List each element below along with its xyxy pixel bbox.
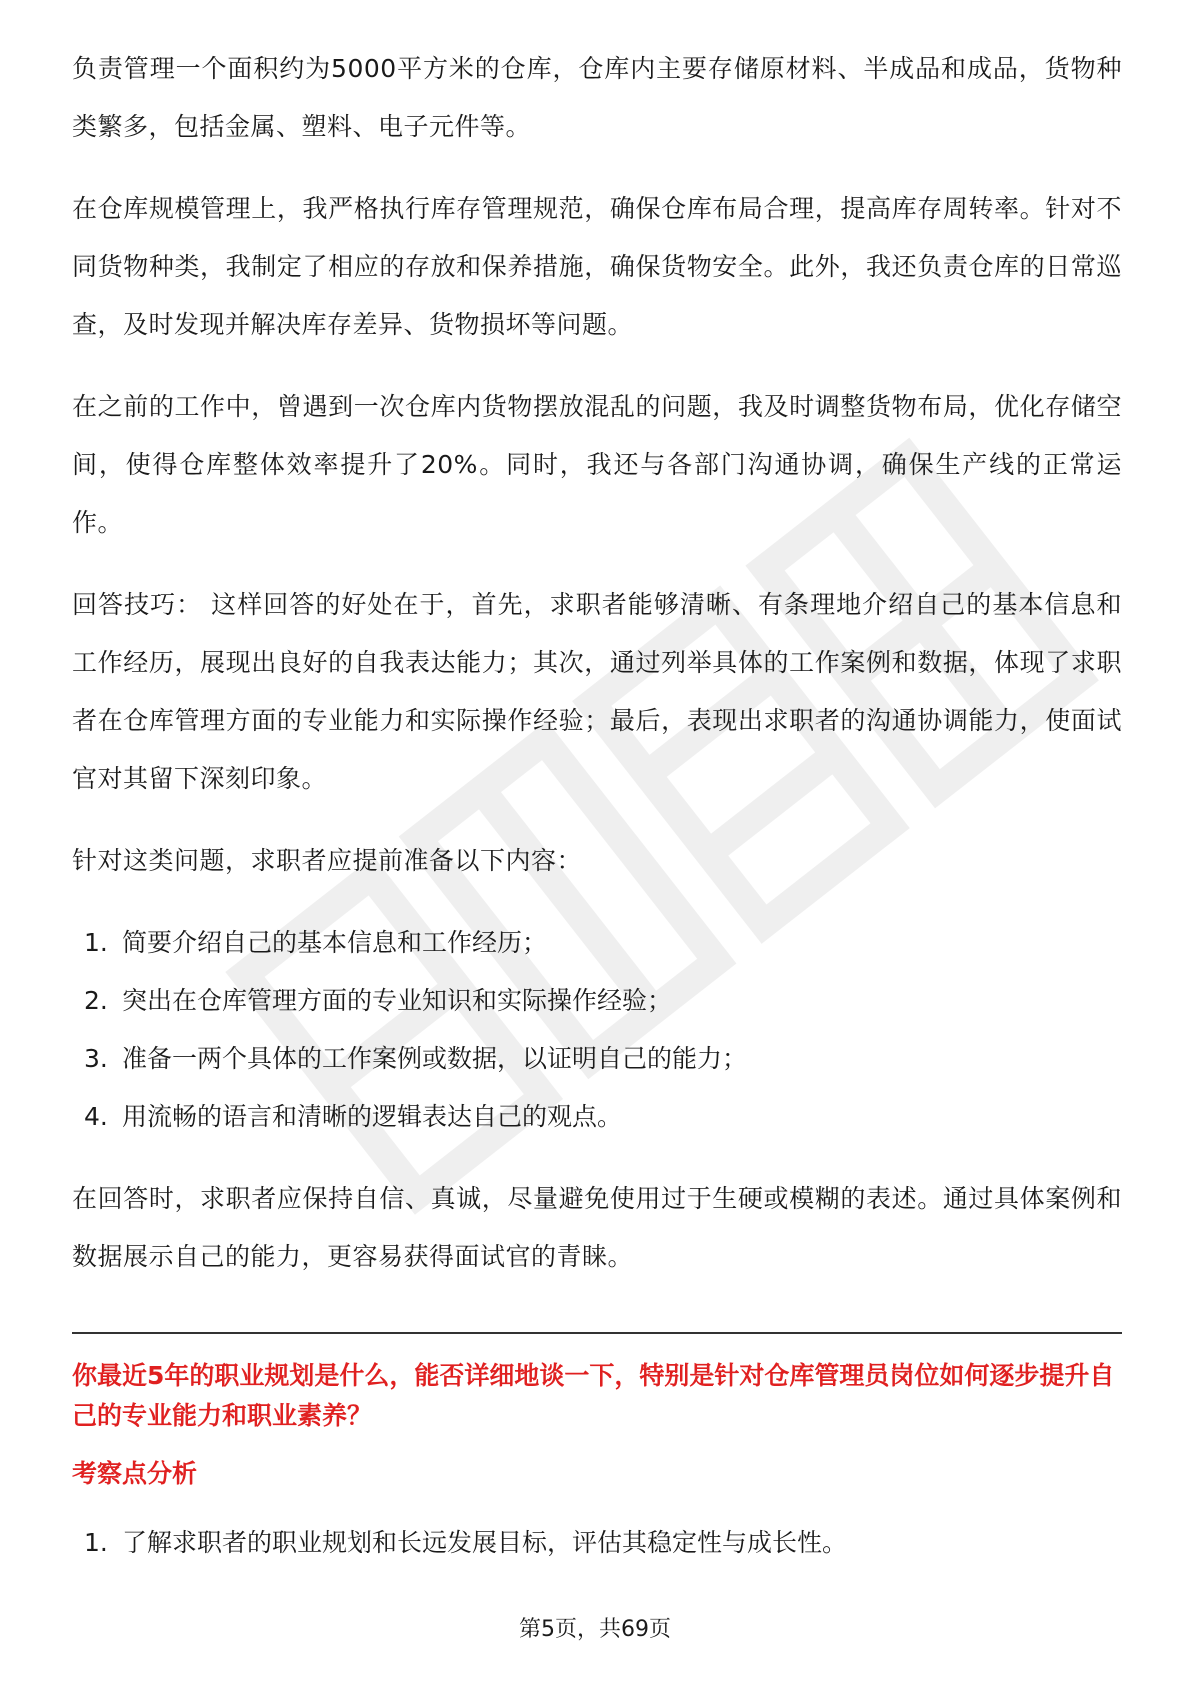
list-item [72,1088,1122,1146]
document-page [72,40,1122,1596]
analysis-heading: 考察点分析 [72,1459,198,1488]
list-item-number: 2. [84,986,108,1015]
prep-list [72,914,1122,1146]
list-item-text: 简要介绍自己的基本信息和工作经历； [122,928,548,957]
list-item-number: 4. [84,1102,108,1131]
paragraph-closing: 在回答时，求职者应保持自信、真诚，尽量避免使用过于生硬或模糊的表述。通过具体案例和数据展示自己的能力，更容易获得面试官的青睐。 [72,1184,1122,1271]
list-item-number: 1. [84,1528,108,1557]
list-item [72,1030,1122,1088]
paragraph-inventory-management: 在仓库规模管理上，我严格执行库存管理规范，确保仓库布局合理，提高库存周转率。针对不同货物种类，我制定了相应的存放和保养措施，确保货物安全。此外，我还负责仓库的日常巡查，及时发现并解决库存差异、货物损坏等问题。 [72,194,1122,339]
section-divider [72,1332,1122,1334]
list-item-number: 3. [84,1044,108,1073]
paragraph-warehouse-scope: 负责管理一个面积约为5000平方米的仓库，仓库内主要存储原材料、半成品和成品，货物种类繁多，包括金属、塑料、电子元件等。 [72,54,1122,141]
list-item-text: 突出在仓库管理方面的专业知识和实际操作经验； [122,986,673,1015]
list-item [72,914,1122,972]
list-item-text: 用流畅的语言和清晰的逻辑表达自己的观点。 [122,1102,623,1131]
analysis-list [72,1514,1122,1572]
page-number-footer: 第5页，共69页 [519,1617,671,1642]
paragraph-prep-intro: 针对这类问题，求职者应提前准备以下内容： [72,846,583,875]
list-item [72,972,1122,1030]
interview-question: 你最近5年的职业规划是什么，能否详细地谈一下，特别是针对仓库管理员岗位如何逐步提升自己的专业能力和职业素养？ [72,1361,1115,1430]
paragraph-work-case: 在之前的工作中，曾遇到一次仓库内货物摆放混乱的问题，我及时调整货物布局，优化存储空间，使得仓库整体效率提升了20%。同时，我还与各部门沟通协调，确保生产线的正常运作。 [72,392,1122,537]
list-item-text: 了解求职者的职业规划和长远发展目标，评估其稳定性与成长性。 [122,1528,848,1557]
list-item-text: 准备一两个具体的工作案例或数据，以证明自己的能力； [122,1044,748,1073]
list-item-number: 1. [84,928,108,957]
list-item [72,1514,1122,1572]
paragraph-answer-tips: 回答技巧： 这样回答的好处在于，首先，求职者能够清晰、有条理地介绍自己的基本信息和工作经历，展现出良好的自我表达能力；其次，通过列举具体的工作案例和数据，体现了求职者在仓库管理方面的专业能力和实际操作经验；最后，表现出求职者的沟通协调能力，使面试官对其留下深刻印象。 [72,590,1122,793]
